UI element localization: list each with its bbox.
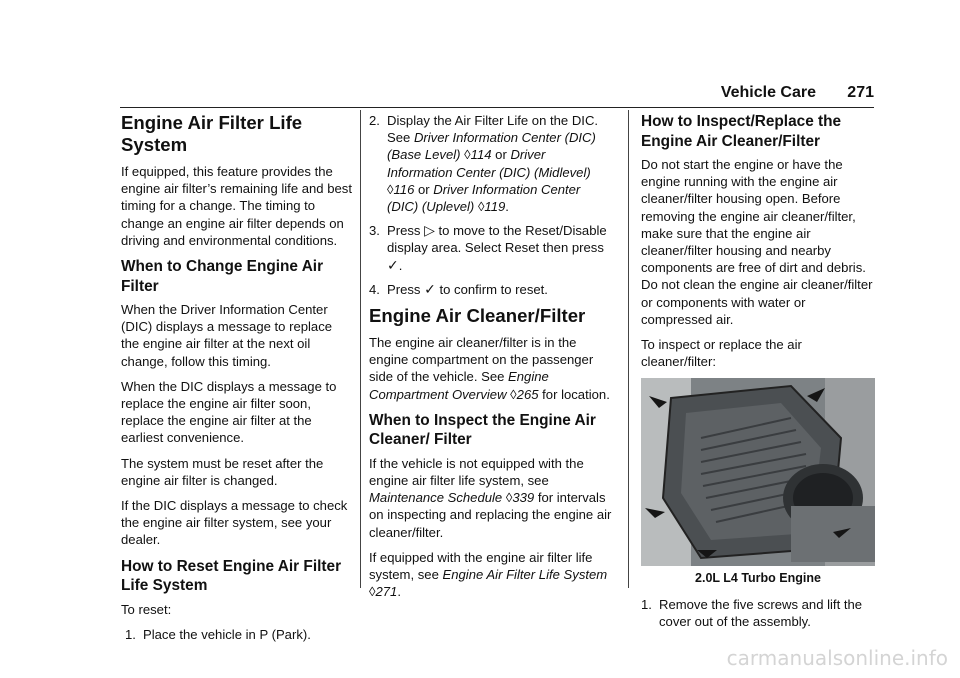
step-text: Remove the five screws and lift the cover out of the assembly. <box>659 596 863 629</box>
paragraph: If equipped with the engine air filter life system, see Engine Air Filter Life System ◊271. <box>369 549 608 600</box>
paragraph <box>369 455 614 541</box>
list-item <box>641 596 875 630</box>
step-text: Press <box>387 223 421 239</box>
list-item <box>369 281 614 298</box>
step-text: Place the vehicle in P (Park). <box>143 626 311 642</box>
step-number: 4. <box>369 281 380 297</box>
step-text: to move to the Reset/Disable display area. Select Reset then press <box>387 223 607 256</box>
step-text: Display the Air Filter Life on the DIC. See <box>387 113 599 146</box>
step-text: or <box>418 181 430 197</box>
reference-icon: ◊ <box>505 490 513 506</box>
arrow-right-icon: ▷ <box>424 222 435 239</box>
cross-reference-link[interactable]: Engine Compartment Overview <box>369 369 549 402</box>
page-ref[interactable]: 339 <box>512 490 535 506</box>
paragraph: Do not start the engine or have the engine running with the engine air cleaner/filter housing open. Before removing the engine air cleaner/filter, make sure that the engine air cleaner/filter housing and nearby components are free of dirt and debris. Do not clean the engine air cleaner/filter or components with water or compressed air. <box>641 157 873 327</box>
figure-caption: 2.0L L4 Turbo Engine <box>695 571 821 586</box>
step-text: to confirm to reset. <box>439 281 548 297</box>
paragraph-text: for location. <box>542 386 610 402</box>
air-cleaner-illustration <box>641 378 875 566</box>
column-3 <box>641 112 875 637</box>
paragraph <box>369 334 614 403</box>
paragraph: To inspect or replace the air cleaner/filter: <box>641 337 802 370</box>
step-number: 2. <box>369 113 380 128</box>
list-item: 2. Display the Air Filter Life on the DIC. See Driver Information Center (DIC) (Base Level) ◊114 or Driver Information Center (DIC) (Midlevel) ◊116 or Driver Information Center (DIC) (Uplevel) ◊119. <box>369 113 599 215</box>
page-ref[interactable]: 114 <box>470 147 492 163</box>
step-text: Press <box>387 281 421 297</box>
checkmark-icon: ✓ <box>424 280 436 297</box>
cross-reference-link[interactable]: Driver Information Center (DIC) (Base Level) <box>387 130 596 163</box>
column-divider <box>628 110 629 588</box>
section-title: Vehicle Care <box>720 84 816 101</box>
paragraph-text: If equipped with the engine air filter life system, see <box>369 549 593 583</box>
page-ref[interactable]: 265 <box>516 386 539 402</box>
list-item <box>125 626 353 643</box>
page-ref[interactable]: 116 <box>393 181 415 197</box>
page-number: 271 <box>847 84 874 101</box>
cross-reference-link[interactable]: Maintenance Schedule <box>369 490 503 506</box>
paragraph: When the Driver Information Center (DIC) displays a message to replace the engine air filter at the next oil change, follow this timing. <box>121 302 333 369</box>
page-ref[interactable]: 271 <box>375 584 398 600</box>
reference-icon: ◊ <box>510 386 517 402</box>
paragraph-text: for intervals on inspecting and replacing the engine air cleaner/filter. <box>369 490 612 540</box>
cross-reference-link[interactable]: Driver Information Center (DIC) (Uplevel) <box>387 181 581 215</box>
paragraph: If equipped, this feature provides the engine air filter’s remaining life and best timing for a change. The timing to change an engine air filter depends on driving and environmental conditions. <box>121 164 352 248</box>
engine-air-cleaner-photo <box>641 378 875 566</box>
reference-icon: ◊ <box>369 584 376 600</box>
paragraph: The system must be reset after the engine air filter is changed. <box>121 455 324 488</box>
checkmark-icon: ✓ <box>387 256 399 273</box>
paragraph: When the DIC displays a message to replace the engine air filter soon, replace the engine air filter at the earliest convenience. <box>121 378 337 446</box>
column-1 <box>121 112 353 650</box>
heading-when-to-inspect: When to Inspect the Engine Air Cleaner/ Filter <box>369 411 596 449</box>
heading-how-to-reset: How to Reset Engine Air Filter Life System <box>121 557 342 595</box>
cross-reference-link[interactable]: Engine Air Filter Life System <box>442 567 608 583</box>
watermark-text: carmanualsonline.info <box>726 646 948 670</box>
header-rule <box>120 107 874 108</box>
reference-icon: ◊ <box>477 199 485 215</box>
column-2 <box>369 112 614 608</box>
heading-when-to-change: When to Change Engine Air Filter <box>121 258 324 295</box>
reference-icon: ◊ <box>464 147 471 163</box>
step-number: 1. <box>641 596 652 612</box>
heading-engine-air-cleaner-filter: Engine Air Cleaner/Filter <box>369 305 586 327</box>
paragraph: If the DIC displays a message to check the engine air filter system, see your dealer. <box>121 498 348 548</box>
cross-reference-link[interactable]: Driver Information Center (DIC) (Midlevel) <box>387 147 591 180</box>
list-item: 3. Press ▷ to move to the Reset/Disable display area. Select Reset then press ✓. <box>369 222 607 273</box>
page-ref[interactable]: 119 <box>484 199 506 215</box>
heading-engine-air-filter-life-system: Engine Air Filter Life System <box>121 112 303 155</box>
column-divider <box>360 110 361 588</box>
page-header <box>120 80 874 106</box>
paragraph: To reset: <box>121 601 172 617</box>
paragraph-text: If the vehicle is not equipped with the engine air filter life system, see <box>369 455 584 489</box>
heading-how-to-inspect-replace: How to Inspect/Replace the Engine Air Cleaner/Filter <box>641 113 842 150</box>
step-number: 1. <box>125 626 136 642</box>
step-text: or <box>495 147 507 163</box>
paragraph-text: The engine air cleaner/filter is in the engine compartment on the passenger side of the vehicle. See <box>369 335 594 385</box>
reference-icon: ◊ <box>387 181 394 197</box>
step-number: 3. <box>369 223 380 239</box>
